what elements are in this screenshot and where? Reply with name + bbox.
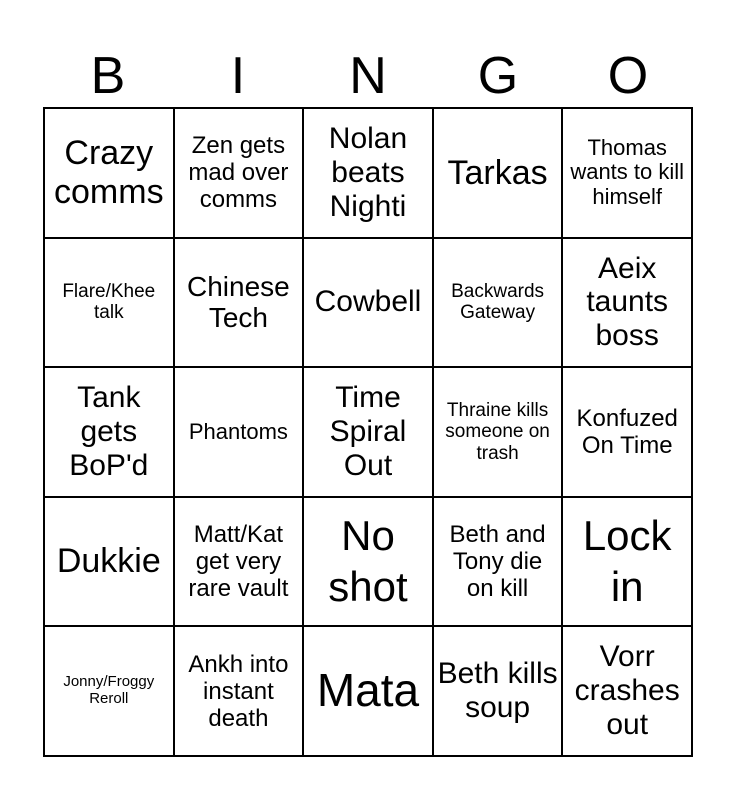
bingo-cell[interactable]: Thraine kills someone on trash [433, 367, 563, 497]
bingo-cell[interactable]: Matt/Kat get very rare vault [174, 497, 304, 627]
bingo-cell[interactable]: Flare/Khee talk [44, 238, 174, 368]
bingo-cell[interactable]: Zen gets mad over comms [174, 108, 304, 238]
bingo-cell[interactable]: Tarkas [433, 108, 563, 238]
bingo-cell[interactable]: Chinese Tech [174, 238, 304, 368]
header-letter-b: B [90, 47, 126, 105]
bingo-header [43, 46, 693, 106]
bingo-cell[interactable]: Phantoms [174, 367, 304, 497]
bingo-cell[interactable]: Tank gets BoP'd [44, 367, 174, 497]
bingo-cell[interactable]: Konfuzed On Time [562, 367, 692, 497]
bingo-cell[interactable]: Dukkie [44, 497, 174, 627]
bingo-cell[interactable]: Crazy comms [44, 108, 174, 238]
bingo-cell[interactable]: Ankh into instant death [174, 626, 304, 756]
bingo-cell[interactable]: No shot [303, 497, 433, 627]
header-letter-o: O [607, 47, 649, 105]
bingo-cell[interactable]: Time Spiral Out [303, 367, 433, 497]
bingo-grid [43, 107, 693, 757]
header-letter-n: N [349, 47, 387, 105]
bingo-cell[interactable]: Beth and Tony die on kill [433, 497, 563, 627]
bingo-cell[interactable]: Thomas wants to kill himself [562, 108, 692, 238]
bingo-cell[interactable]: Beth kills soup [433, 626, 563, 756]
bingo-cell[interactable]: Vorr crashes out [562, 626, 692, 756]
header-letter-g: G [477, 47, 519, 105]
bingo-cell[interactable]: Backwards Gateway [433, 238, 563, 368]
bingo-cell[interactable]: Aeix taunts boss [562, 238, 692, 368]
bingo-cell[interactable]: Cowbell [303, 238, 433, 368]
bingo-cell[interactable]: Mata [303, 626, 433, 756]
bingo-cell[interactable]: Lock in [562, 497, 692, 627]
header-letter-i: I [230, 47, 246, 105]
bingo-cell[interactable]: Nolan beats Nighti [303, 108, 433, 238]
bingo-cell[interactable]: Jonny/Froggy Reroll [44, 626, 174, 756]
